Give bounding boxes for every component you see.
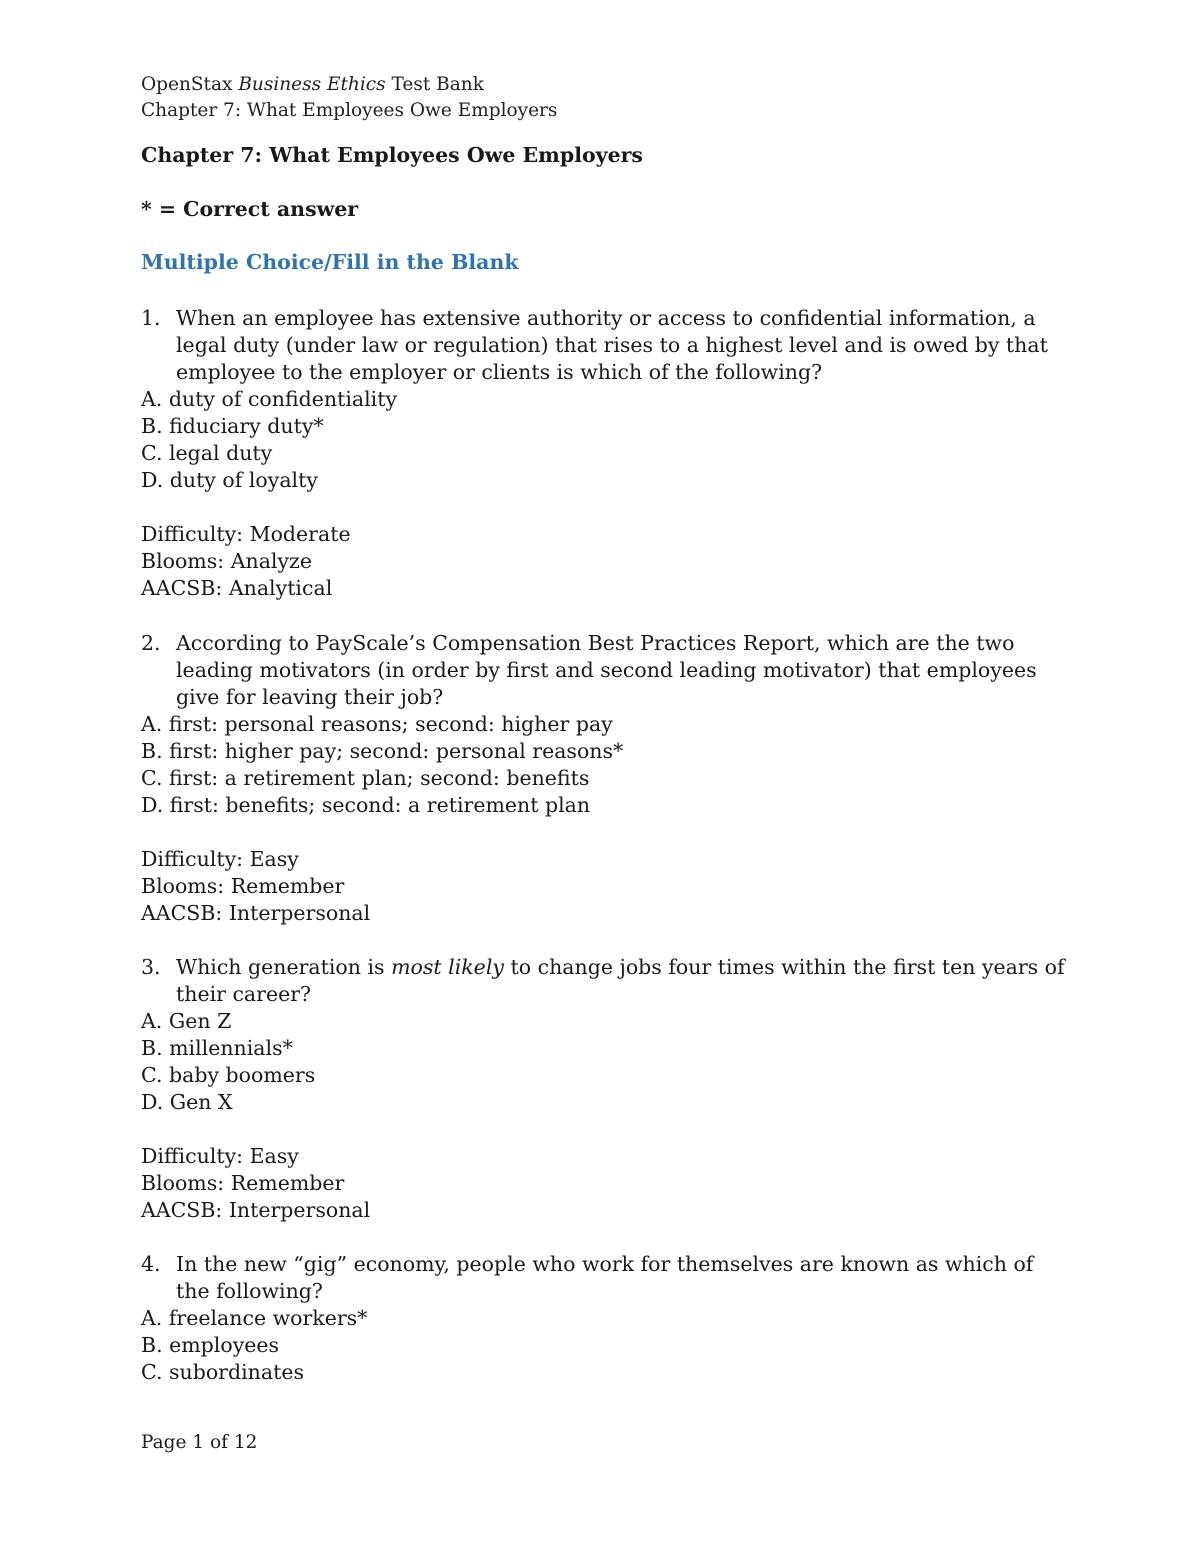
blooms: Blooms: Remember	[141, 1171, 345, 1195]
answer-options	[141, 386, 1071, 494]
answer-options	[141, 1305, 1071, 1386]
option-c: C. first: a retirement plan; second: benefits	[141, 766, 590, 790]
emphasis: most likely	[391, 955, 504, 979]
option-d: D. Gen X	[141, 1090, 233, 1114]
chapter-title: Chapter 7: What Employees Owe Employers	[141, 143, 643, 167]
option-a: A. Gen Z	[141, 1009, 232, 1033]
running-header	[141, 72, 557, 124]
aacsb: AACSB: Analytical	[141, 576, 333, 600]
option-a: A. duty of confidentiality	[141, 387, 398, 411]
option-b: B. first: higher pay; second: personal reasons*	[141, 739, 624, 763]
option-a: A. freelance workers*	[141, 1306, 368, 1330]
question-number: 1.	[141, 306, 161, 330]
difficulty: Difficulty: Easy	[141, 1144, 299, 1168]
option-d: D. first: benefits; second: a retirement plan	[141, 793, 591, 817]
option-b: B. employees	[141, 1333, 280, 1357]
difficulty: Difficulty: Moderate	[141, 522, 351, 546]
question-number: 2.	[141, 631, 161, 655]
question-stem	[141, 630, 1071, 711]
question-stem	[141, 305, 1071, 386]
question-meta	[141, 1143, 1071, 1224]
question-text: According to PayScale’s Compensation Best Practices Report, which are the two leading motivators (in order by first and second leading motivator) that employees give for leaving their job?	[176, 631, 1037, 709]
header-line-book: OpenStax Business Ethics Test Bank	[141, 74, 484, 95]
option-c: C. legal duty	[141, 441, 273, 465]
aacsb: AACSB: Interpersonal	[141, 901, 371, 925]
answer-legend: * = Correct answer	[141, 197, 359, 221]
difficulty: Difficulty: Easy	[141, 847, 299, 871]
header-line-chapter: Chapter 7: What Employees Owe Employers	[141, 100, 558, 121]
question-number: 4.	[141, 1252, 161, 1276]
aacsb: AACSB: Interpersonal	[141, 1198, 371, 1222]
option-b: B. fiduciary duty*	[141, 414, 324, 438]
question-text: When an employee has extensive authority or access to confidential information, a legal duty (under law or regulation) that rises to a highest level and is owed by that employee to the employer or clients is which of the following?	[176, 306, 1048, 384]
option-c: C. baby boomers	[141, 1063, 316, 1087]
option-b: B. millennials*	[141, 1036, 293, 1060]
question-text: In the new “gig” economy, people who work for themselves are known as which of the following?	[176, 1252, 1034, 1303]
question-3	[141, 954, 1071, 1224]
blooms: Blooms: Remember	[141, 874, 345, 898]
option-d: D. duty of loyalty	[141, 468, 318, 492]
answer-options	[141, 1008, 1071, 1116]
question-stem	[141, 1251, 1071, 1305]
question-number: 3.	[141, 955, 161, 979]
question-stem	[141, 954, 1071, 1008]
option-c: C. subordinates	[141, 1360, 304, 1384]
question-2	[141, 630, 1071, 927]
blooms: Blooms: Analyze	[141, 549, 312, 573]
question-meta	[141, 521, 1071, 602]
question-text: Which generation is most likely to change jobs four times within the first ten years of their career?	[176, 955, 1065, 1006]
section-heading: Multiple Choice/Fill in the Blank	[141, 250, 519, 274]
question-1	[141, 305, 1071, 602]
page-footer: Page 1 of 12	[141, 1432, 258, 1453]
answer-options	[141, 711, 1071, 819]
book-title: Business Ethics	[238, 74, 386, 95]
option-a: A. first: personal reasons; second: higher pay	[141, 712, 613, 736]
question-4	[141, 1251, 1071, 1386]
question-meta	[141, 846, 1071, 927]
